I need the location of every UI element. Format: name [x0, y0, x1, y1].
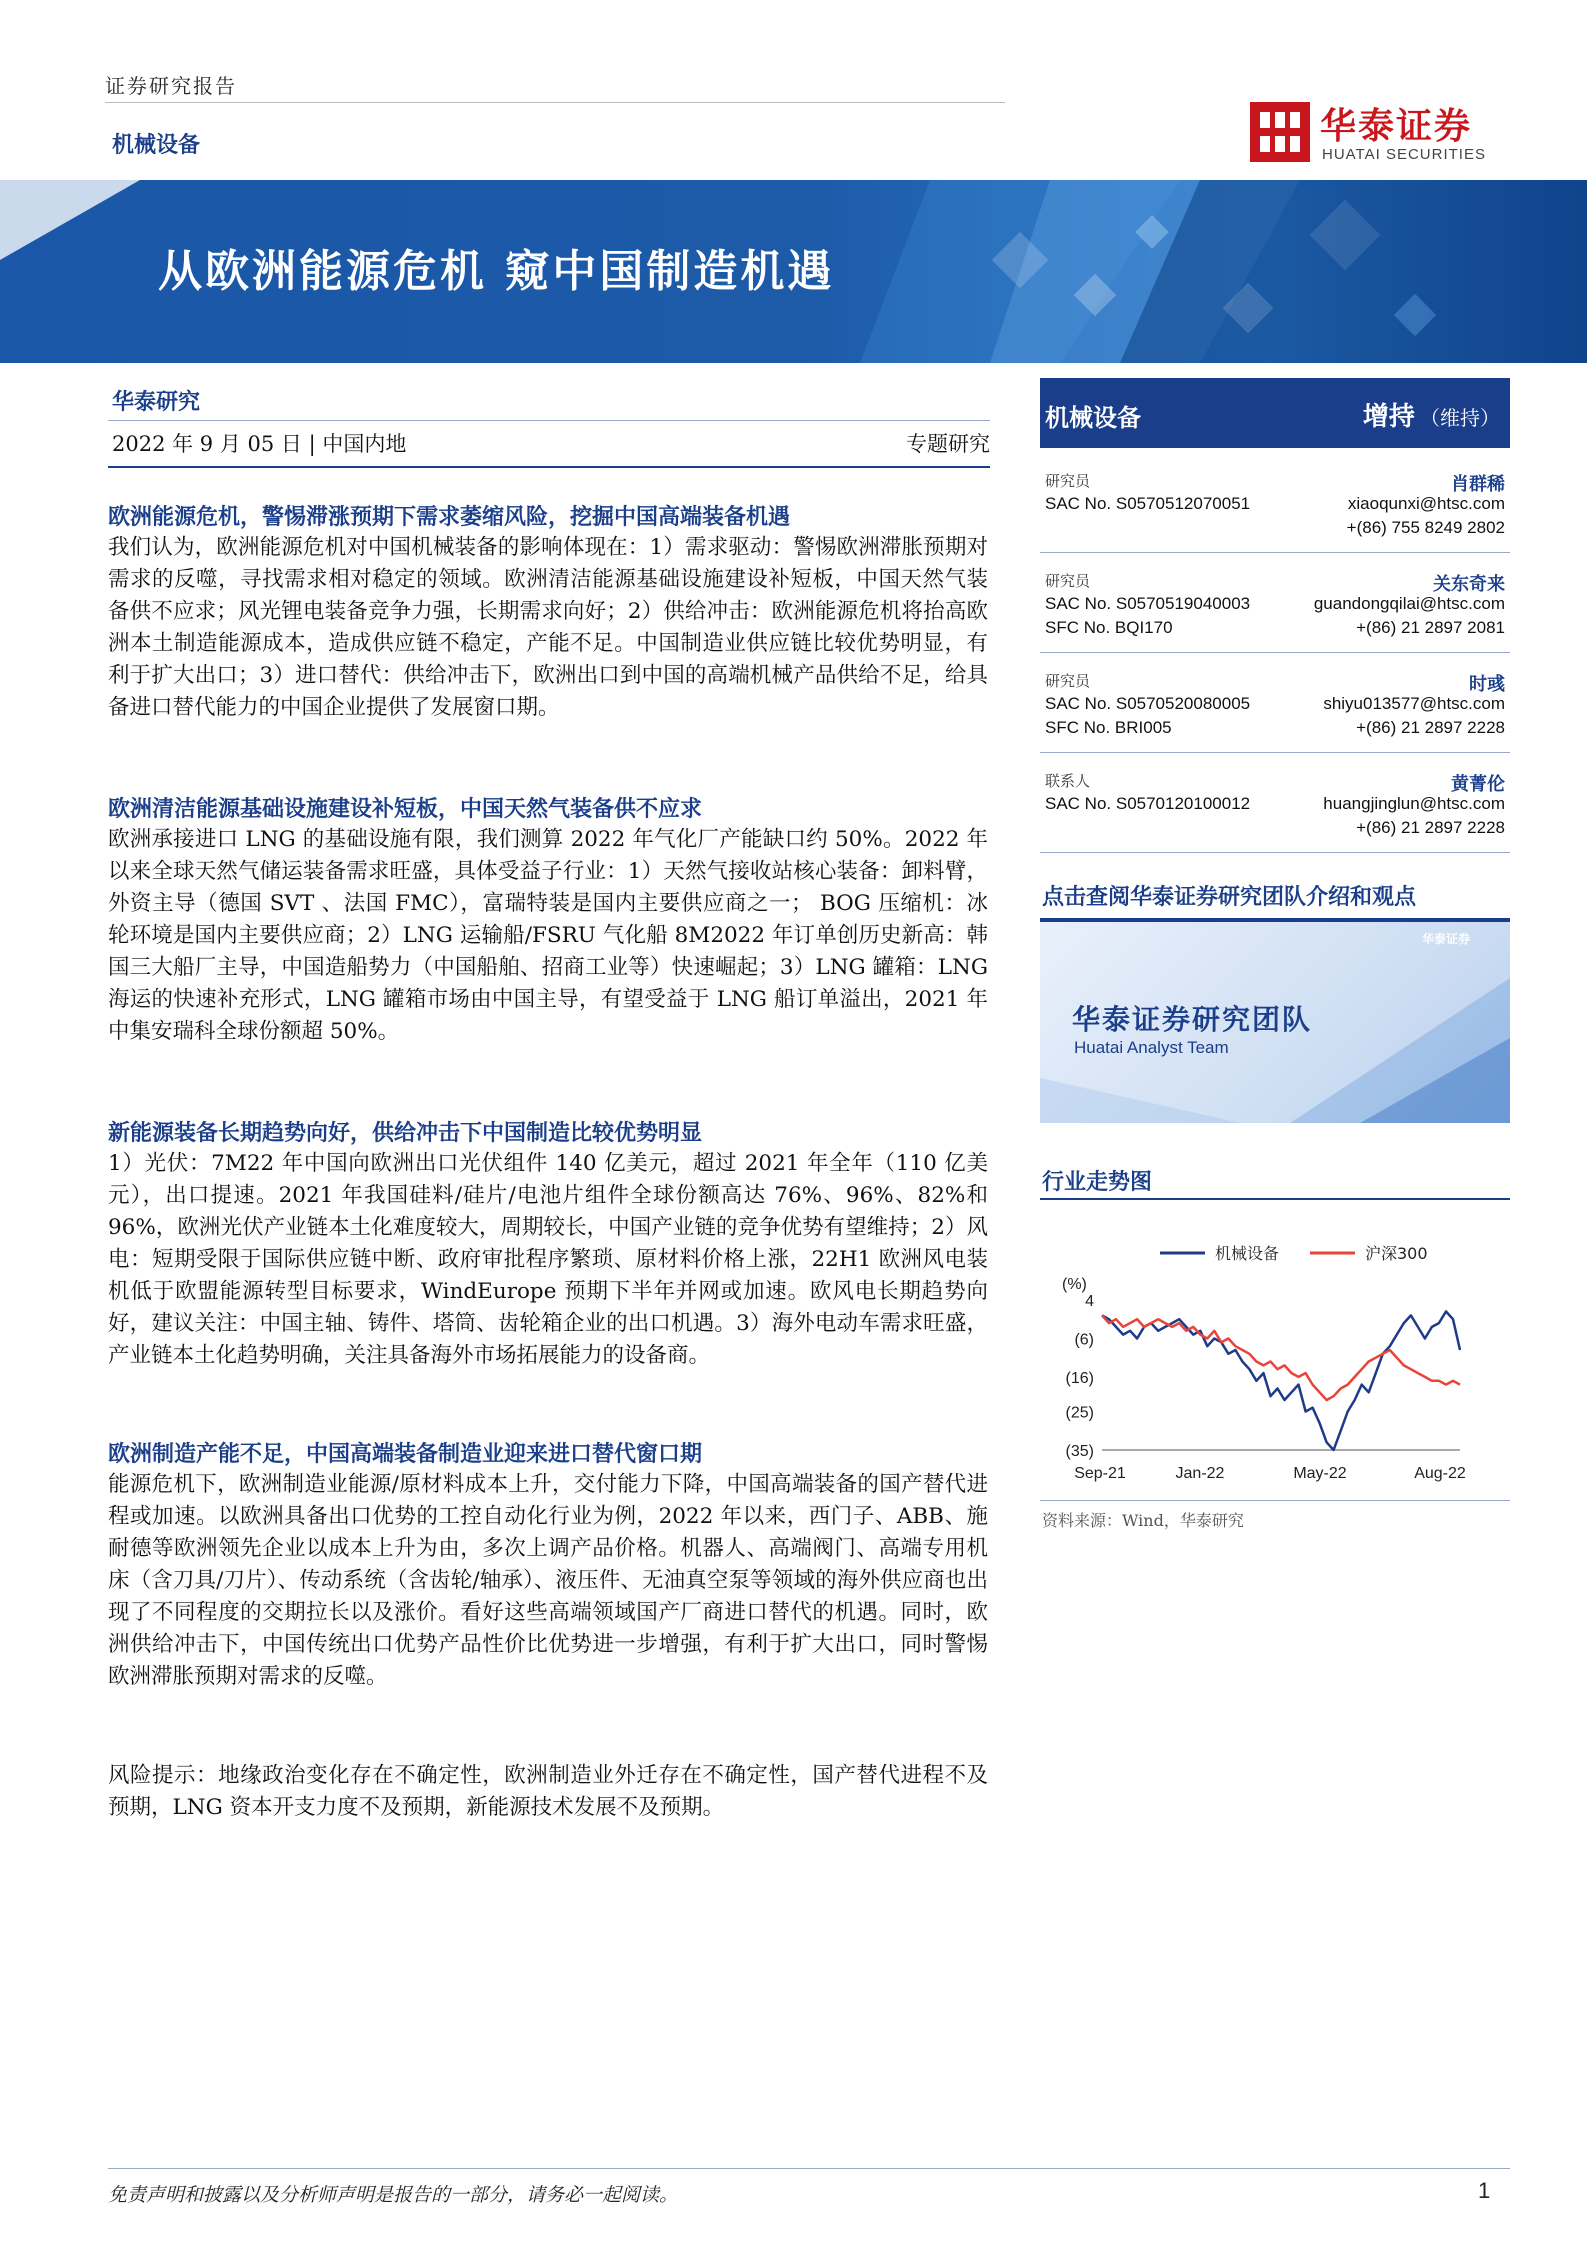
- y-tick-label: (6): [1074, 1331, 1094, 1349]
- trend-title: 行业走势图: [1042, 1169, 1153, 1195]
- analyst-phone: +(86) 21 2897 2081: [1356, 618, 1505, 637]
- section-title: 新能源装备长期趋势向好，供给冲击下中国制造比较优势明显: [108, 1120, 703, 1146]
- series-line: [1102, 1312, 1460, 1451]
- source-rule: [1040, 1500, 1510, 1501]
- logo-mark-icon: [1250, 102, 1310, 162]
- meta-rule-top: [108, 420, 990, 421]
- y-tick-label: (35): [1065, 1443, 1094, 1460]
- y-tick-label: 4: [1085, 1293, 1094, 1310]
- analyst-name: 时彧: [1469, 674, 1505, 695]
- analyst-email[interactable]: guandongqilai@htsc.com: [1313, 594, 1505, 613]
- section-title: 欧洲制造产能不足，中国高端装备制造业迎来进口替代窗口期: [108, 1441, 703, 1467]
- analyst-divider: [1040, 552, 1510, 553]
- team-card-logo: 华泰证券: [1421, 932, 1470, 946]
- analyst-phone: +(86) 21 2897 2228: [1356, 818, 1505, 837]
- analyst-sfc: SFC No. BQI170: [1045, 618, 1173, 637]
- x-tick-label: May-22: [1293, 1465, 1347, 1482]
- date-line: [112, 428, 406, 458]
- analyst-sac: SAC No. S0570520080005: [1045, 694, 1251, 713]
- huatai-logo: [1250, 98, 1510, 172]
- section-body: 能源危机下，欧洲制造业能源/原材料成本上升，交付能力下降，中国高端装备的国产替代进程或加速。以欧洲具备出口优势的工控自动化行业为例，2022 年以来，西门子、ABB、施耐德等欧洲领先企业以成本上升为由，多次上调产品价格。机器人、高端阀门、高端专用机床（含刀具/刀片）、传动系统（含齿轮/轴承）、液压件、无油真空泵等领域的海外供应商也出现了不同程度的交期拉长以及涨价。看好这些高端领域国产厂商进口替代的机遇。同时，欧洲供给冲击下，中国传统出口优势产品性价比优势进一步增强，有利于扩大出口，同时警惕欧洲滞胀预期对需求的反噬。: [108, 1472, 988, 1689]
- analyst-sac: SAC No. S0570512070051: [1045, 494, 1251, 513]
- x-tick-label: Jan-22: [1175, 1465, 1225, 1482]
- team-link[interactable]: 点击查阅华泰证券研究团队介绍和观点: [1042, 884, 1417, 910]
- y-axis-label: (%): [1062, 1276, 1087, 1293]
- rating-note: （维持）: [1420, 406, 1500, 430]
- report-title: 从欧洲能源危机 窥中国制造机遇: [158, 246, 835, 297]
- logo-text-en: HUATAI SECURITIES: [1322, 146, 1486, 163]
- legend-label: 机械设备: [1215, 1244, 1280, 1263]
- meta-divider: |: [308, 432, 323, 456]
- trend-rule: [1040, 1198, 1510, 1200]
- doc-type: 专题研究: [906, 432, 990, 456]
- footer-disclaimer: 免责声明和披露以及分析师声明是报告的一部分，请务必一起阅读。: [108, 2184, 679, 2206]
- analyst-divider: [1040, 652, 1510, 653]
- analyst-role: 研究员: [1045, 472, 1091, 490]
- chart-plot: [1102, 1312, 1460, 1451]
- team-card-title: 华泰证券研究团队: [1072, 1003, 1313, 1036]
- analyst-phone: +(86) 755 8249 2802: [1346, 518, 1505, 537]
- report-region: 中国内地: [322, 432, 407, 456]
- page-number: 1: [1478, 2178, 1491, 2203]
- industry-trend-chart: [1040, 1225, 1510, 1495]
- analyst-role: 研究员: [1045, 572, 1091, 590]
- analyst-sac: SAC No. S0570519040003: [1045, 594, 1251, 613]
- analyst-email[interactable]: shiyu013577@htsc.com: [1323, 694, 1505, 713]
- team-card[interactable]: [1040, 918, 1510, 1123]
- sector-label: 机械设备: [112, 132, 201, 158]
- analyst-block: [1045, 470, 1505, 542]
- sidebar-rating: [1340, 396, 1500, 433]
- meta-rule-bottom: [108, 466, 990, 468]
- analyst-name: 关东奇来: [1433, 574, 1505, 595]
- analyst-block: [1045, 770, 1505, 842]
- sidebar-sector: 机械设备: [1045, 403, 1141, 432]
- chart-axes: [1062, 1276, 1466, 1482]
- x-tick-label: Aug-22: [1414, 1465, 1466, 1482]
- report-date: 2022 年 9 月 05 日: [112, 432, 302, 456]
- analyst-name: 黄菁伦: [1451, 774, 1505, 795]
- section-body: 1）光伏：7M22 年中国向欧洲出口光伏组件 140 亿美元，超过 2021 年全年（110 亿美元），出口提速。2021 年我国硅料/硅片/电池片组件全球份额高达 76%、96%、82%和 96%，欧洲光伏产业链本土化难度较大，周期较长，中国产业链的竞争优势有望维持；2）风电：短期受限于国际供应链中断、政府审批程序繁琐、原材料价格上涨，22H1 欧洲风电装机低于欧盟能源转型目标要求，WindEurope 预期下半年并网或加速。欧风电长期趋势向好，建议关注：中国主轴、铸件、塔筒、齿轮箱企业的出口机遇。3）海外电动车需求旺盛，产业链本土化趋势明确，关注具备海外市场拓展能力的设备商。: [108, 1151, 988, 1368]
- rating-value: 增持: [1362, 402, 1415, 432]
- analyst-email[interactable]: huangjinglun@htsc.com: [1323, 794, 1505, 813]
- report-type: 证券研究报告: [105, 74, 237, 98]
- analyst-sac: SAC No. S0570120100012: [1045, 794, 1251, 813]
- analyst-block: [1045, 670, 1505, 742]
- y-tick-label: (25): [1065, 1404, 1094, 1422]
- header-rule: [105, 102, 1005, 103]
- logo-text-cn: 华泰证券: [1320, 106, 1473, 147]
- org-name: 华泰研究: [112, 389, 201, 415]
- section-title: 欧洲清洁能源基础设施建设补短板，中国天然气装备供不应求: [108, 796, 703, 822]
- team-card-subtitle: Huatai Analyst Team: [1074, 1038, 1229, 1057]
- analyst-divider: [1040, 852, 1510, 853]
- analyst-role: 联系人: [1045, 772, 1091, 790]
- analyst-email[interactable]: xiaoqunxi@htsc.com: [1347, 494, 1505, 513]
- chart-legend: [1160, 1244, 1428, 1263]
- analyst-divider: [1040, 752, 1510, 753]
- analyst-role: 研究员: [1045, 672, 1091, 690]
- section-body: 欧洲承接进口 LNG 的基础设施有限，我们测算 2022 年气化厂产能缺口约 50%。2022 年以来全球天然气储运装备需求旺盛，具体受益子行业：1）天然气接收站核心装备：卸料臂，外资主导（德国 SVT 、法国 FMC），富瑞特装是国内主要供应商之一； BOG 压缩机：冰轮环境是国内主要供应商；2）LNG 运输船/FSRU 气化船 8M2022 年订单创历史新高：韩国三大船厂主导，中国造船势力（中国船舶、招商工业等）快速崛起；3）LNG 罐箱：LNG 海运的快速补充形式，LNG 罐箱市场由中国主导，有望受益于 LNG 船订单溢出，2021 年中集安瑞科全球份额超 50%。: [108, 827, 988, 1044]
- chart-source: 资料来源：Wind，华泰研究: [1042, 1511, 1244, 1530]
- section-body: 我们认为，欧洲能源危机对中国机械装备的影响体现在：1）需求驱动：警惕欧洲滞胀预期对需求的反噬，寻找需求相对稳定的领域。欧洲清洁能源基础设施建设补短板，中国天然气装备供不应求；风光锂电装备竞争力强，长期需求向好；2）供给冲击：欧洲能源危机将抬高欧洲本土制造能源成本，造成供应链不稳定，产能不足。中国制造业供应链比较优势明显，有利于扩大出口；3）进口替代：供给冲击下，欧洲出口到中国的高端机械产品供给不足，给具备进口替代能力的中国企业提供了发展窗口期。: [108, 535, 988, 720]
- risk-note: 风险提示：地缘政治变化存在不确定性，欧洲制造业外迁存在不确定性，国产替代进程不及预期，LNG 资本开支力度不及预期，新能源技术发展不及预期。: [108, 1763, 988, 1820]
- analyst-name: 肖群稀: [1451, 474, 1505, 495]
- analyst-sfc: SFC No. BRI005: [1045, 718, 1172, 737]
- footer-rule: [108, 2168, 1510, 2169]
- x-tick-label: Sep-21: [1074, 1465, 1126, 1482]
- analyst-phone: +(86) 21 2897 2228: [1356, 718, 1505, 737]
- analyst-block: [1045, 570, 1505, 642]
- section-title: 欧洲能源危机，警惕滞涨预期下需求萎缩风险，挖掘中国高端装备机遇: [108, 504, 791, 530]
- y-tick-label: (16): [1065, 1369, 1094, 1387]
- legend-label: 沪深300: [1365, 1244, 1428, 1263]
